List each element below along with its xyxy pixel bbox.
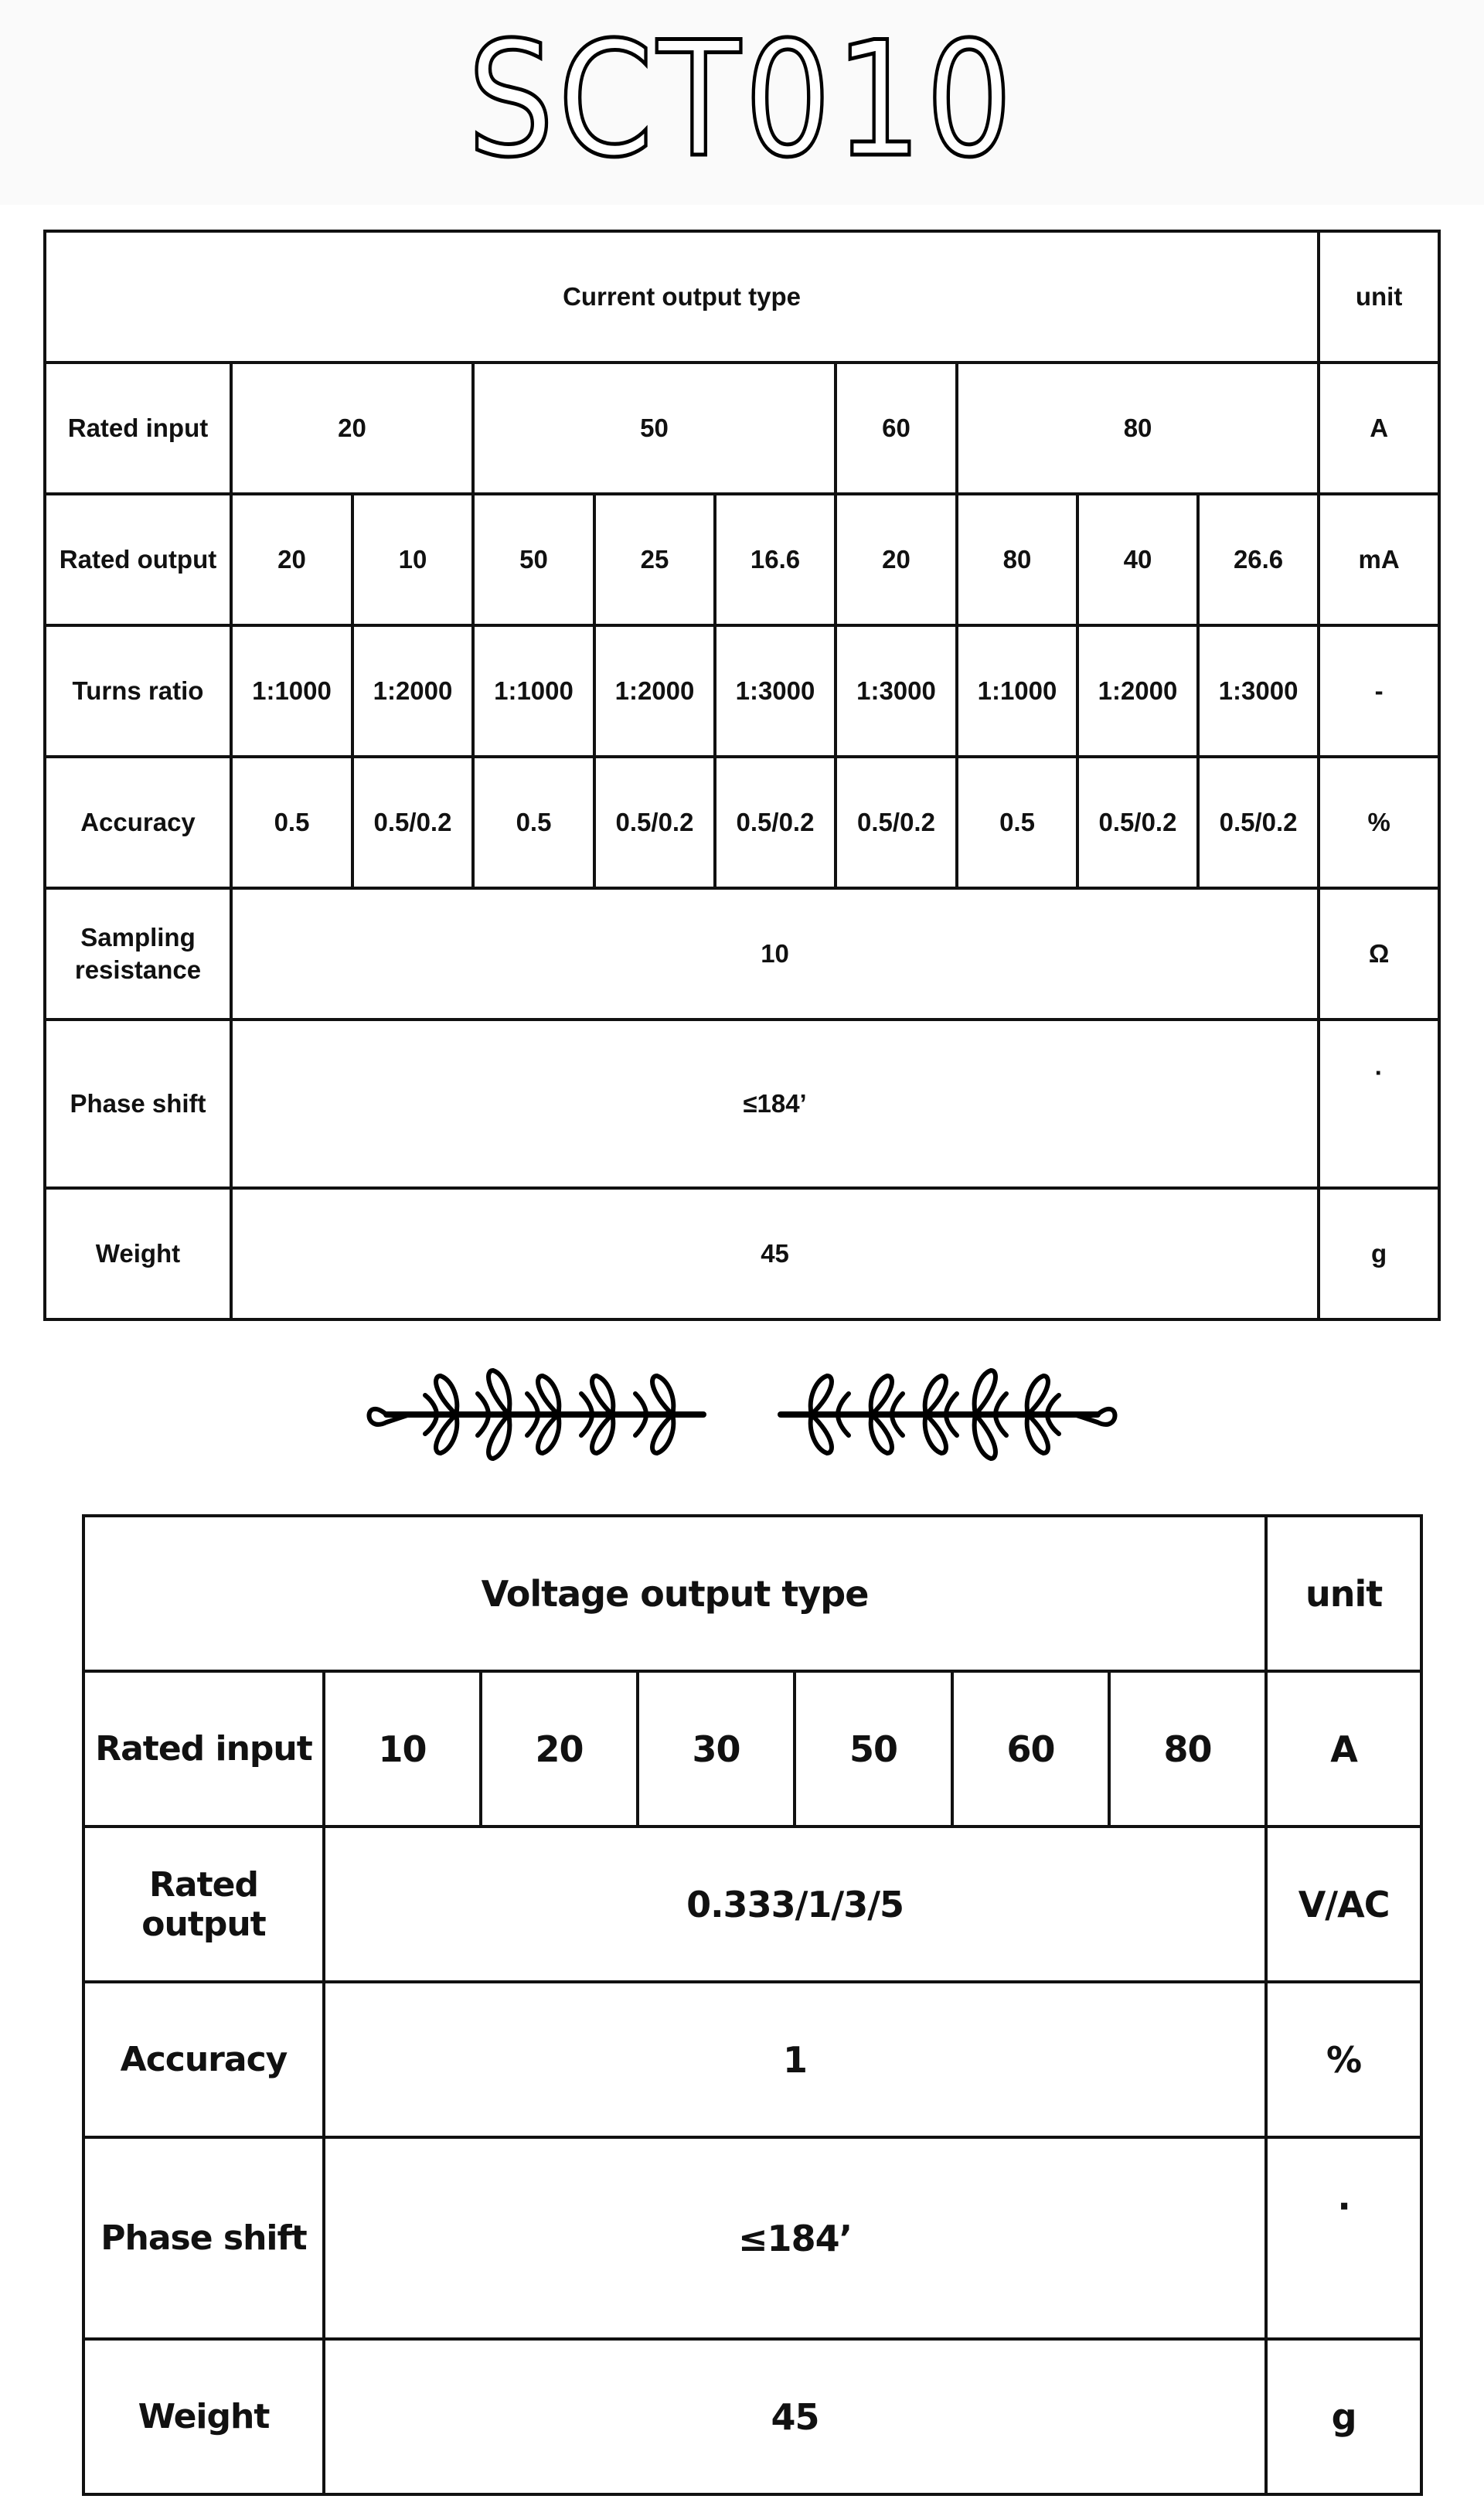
table-row-rated-input: [83, 1671, 1421, 1827]
cell: 80: [957, 363, 1319, 494]
cell: 0.5/0.2: [594, 757, 715, 888]
table-row-rated-output: [45, 494, 1439, 625]
cell: 10: [324, 1671, 481, 1827]
cell: 0.5/0.2: [352, 757, 473, 888]
table-row-weight: [45, 1188, 1439, 1319]
cell: 80: [1109, 1671, 1266, 1827]
table-title: Voltage output type: [83, 1516, 1266, 1671]
cell: 50: [473, 494, 594, 625]
table-row-rated-input: [45, 363, 1439, 494]
cell: 20: [836, 494, 957, 625]
cell: 60: [952, 1671, 1109, 1827]
cell: ≤184’: [324, 2137, 1266, 2339]
cell: 0.5: [473, 757, 594, 888]
cell: 10: [231, 888, 1319, 1020]
cell: 0.5: [231, 757, 352, 888]
row-label: Weight: [45, 1188, 231, 1319]
cell: 10: [352, 494, 473, 625]
cell: 30: [638, 1671, 795, 1827]
table-title: Current output type: [45, 231, 1319, 363]
cell: 20: [231, 363, 473, 494]
cell: ≤184’: [231, 1020, 1319, 1188]
table-header-row: [83, 1516, 1421, 1671]
unit-cell: %: [1266, 1982, 1421, 2137]
row-label: Phase shift: [83, 2137, 324, 2339]
row-label-line: resistance: [74, 955, 202, 984]
cell: 1:2000: [594, 625, 715, 757]
cell: 80: [957, 494, 1077, 625]
cell: 20: [231, 494, 352, 625]
cell: 40: [1077, 494, 1198, 625]
row-label: Rated output: [83, 1827, 324, 1982]
cell: 0.5/0.2: [715, 757, 836, 888]
cell: 1:3000: [836, 625, 957, 757]
unit-cell: g: [1266, 2339, 1421, 2494]
cell: 1: [324, 1982, 1266, 2137]
row-label: Rated output: [45, 494, 231, 625]
cell: 1:3000: [1198, 625, 1319, 757]
cell: 0.5: [957, 757, 1077, 888]
row-label: [45, 888, 231, 1020]
unit-cell: ·: [1319, 1020, 1439, 1188]
cell: 20: [481, 1671, 638, 1827]
cell: 0.5/0.2: [1077, 757, 1198, 888]
row-label-line: Sampling: [80, 923, 196, 952]
row-label: Accuracy: [45, 757, 231, 888]
cell: 45: [231, 1188, 1319, 1319]
cell: 1:1000: [473, 625, 594, 757]
table-row-accuracy: [45, 757, 1439, 888]
table-row-weight: [83, 2339, 1421, 2494]
row-label: Turns ratio: [45, 625, 231, 757]
cell: 1:2000: [1077, 625, 1198, 757]
cell: 16.6: [715, 494, 836, 625]
table-row-rated-output: [83, 1827, 1421, 1982]
cell: 1:1000: [231, 625, 352, 757]
table-row-phase-shift: [83, 2137, 1421, 2339]
cell: 26.6: [1198, 494, 1319, 625]
unit-cell: -: [1319, 625, 1439, 757]
cell: 1:1000: [957, 625, 1077, 757]
table-row-accuracy: [83, 1982, 1421, 2137]
current-output-spec-table: [43, 230, 1441, 1321]
unit-header: unit: [1266, 1516, 1421, 1671]
table-row-turns-ratio: [45, 625, 1439, 757]
laurel-branches-icon: [363, 1349, 1121, 1465]
unit-cell: A: [1266, 1671, 1421, 1827]
cell: 0.333/1/3/5: [324, 1827, 1266, 1982]
row-label: Rated input: [83, 1671, 324, 1827]
unit-cell: ·: [1266, 2137, 1421, 2339]
row-label: Weight: [83, 2339, 324, 2494]
unit-cell: mA: [1319, 494, 1439, 625]
unit-cell: A: [1319, 363, 1439, 494]
cell: 0.5/0.2: [836, 757, 957, 888]
cell: 50: [473, 363, 836, 494]
cell: 1:3000: [715, 625, 836, 757]
product-title: SCT010: [467, 9, 1017, 192]
table-header-row: [45, 231, 1439, 363]
cell: 1:2000: [352, 625, 473, 757]
unit-header: unit: [1319, 231, 1439, 363]
unit-cell: Ω: [1319, 888, 1439, 1020]
unit-cell: g: [1319, 1188, 1439, 1319]
cell: 0.5/0.2: [1198, 757, 1319, 888]
cell: 45: [324, 2339, 1266, 2494]
row-label: Phase shift: [45, 1020, 231, 1188]
row-label: Rated input: [45, 363, 231, 494]
cell: 50: [795, 1671, 952, 1827]
cell: 60: [836, 363, 957, 494]
table-row-sampling-resistance: [45, 888, 1439, 1020]
row-label: Accuracy: [83, 1982, 324, 2137]
unit-cell: %: [1319, 757, 1439, 888]
unit-cell: V/AC: [1266, 1827, 1421, 1982]
table-row-phase-shift: [45, 1020, 1439, 1188]
cell: 25: [594, 494, 715, 625]
voltage-output-spec-table: [82, 1514, 1423, 2496]
